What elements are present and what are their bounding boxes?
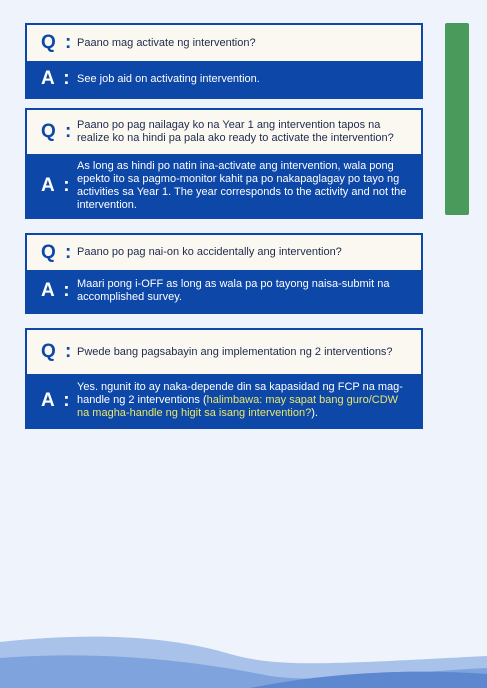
faq-answer-text (77, 381, 413, 420)
faq-card-1 (25, 23, 423, 99)
answer-text-start: Yes. ngunit ito ay naka-depende din sa kapasidad ng FCP na mag-handle ng 2 interventions ( (77, 381, 403, 406)
answer-marker: A : (41, 280, 72, 301)
faq-card-2 (25, 108, 423, 219)
question-marker: Q : (41, 241, 74, 263)
question-marker: Q : (41, 32, 74, 53)
faq-question-row (27, 235, 421, 270)
answer-text-end: ). (311, 407, 318, 419)
faq-question-text: Pwede bang pagsabayin ang implementation ng 2 interventions? (77, 345, 393, 358)
faq-answer-row (27, 374, 421, 427)
side-tab-decoration (445, 23, 469, 215)
question-marker: Q : (41, 341, 74, 362)
faq-answer-text: As long as hindi po natin ina-activate ang intervention, wala pong epekto ito sa pagmo-monitor kahit pa po nakapaglagay po tayo ng activities sa Year 1. The year corresponds to the activity and not the intervention. (77, 159, 407, 211)
question-marker: Q : (41, 121, 74, 142)
answer-marker: A : (41, 68, 72, 89)
faq-answer-text: See job aid on activating intervention. (77, 72, 260, 85)
faq-question-text: Paano mag activate ng intervention? (77, 36, 256, 49)
answer-highlight-text: halimbawa: may sapat bang guro/CDW na magha-handle ng higit sa isang intervention? (77, 394, 399, 419)
faq-answer-row (27, 270, 421, 312)
faq-answer-row (27, 61, 421, 97)
bottom-wave-decoration (0, 628, 487, 688)
faq-card-3 (25, 233, 423, 314)
faq-question-row (27, 330, 421, 374)
answer-marker: A : (41, 174, 72, 196)
faq-question-row (27, 110, 421, 154)
faq-question-row (27, 25, 421, 61)
answer-marker: A : (41, 389, 72, 411)
faq-question-text: Paano po pag nailagay ko na Year 1 ang intervention tapos na realize ko na hindi pa pala ako ready to activate the intervention? (77, 119, 394, 144)
faq-answer-text: Maari pong i-OFF as long as wala pa po tayong naisa-submit na accomplished survey. (77, 278, 390, 303)
faq-question-text: Paano po pag nai-on ko accidentally ang intervention? (77, 246, 342, 258)
faq-answer-row (27, 154, 421, 217)
faq-card-4 (25, 328, 423, 429)
